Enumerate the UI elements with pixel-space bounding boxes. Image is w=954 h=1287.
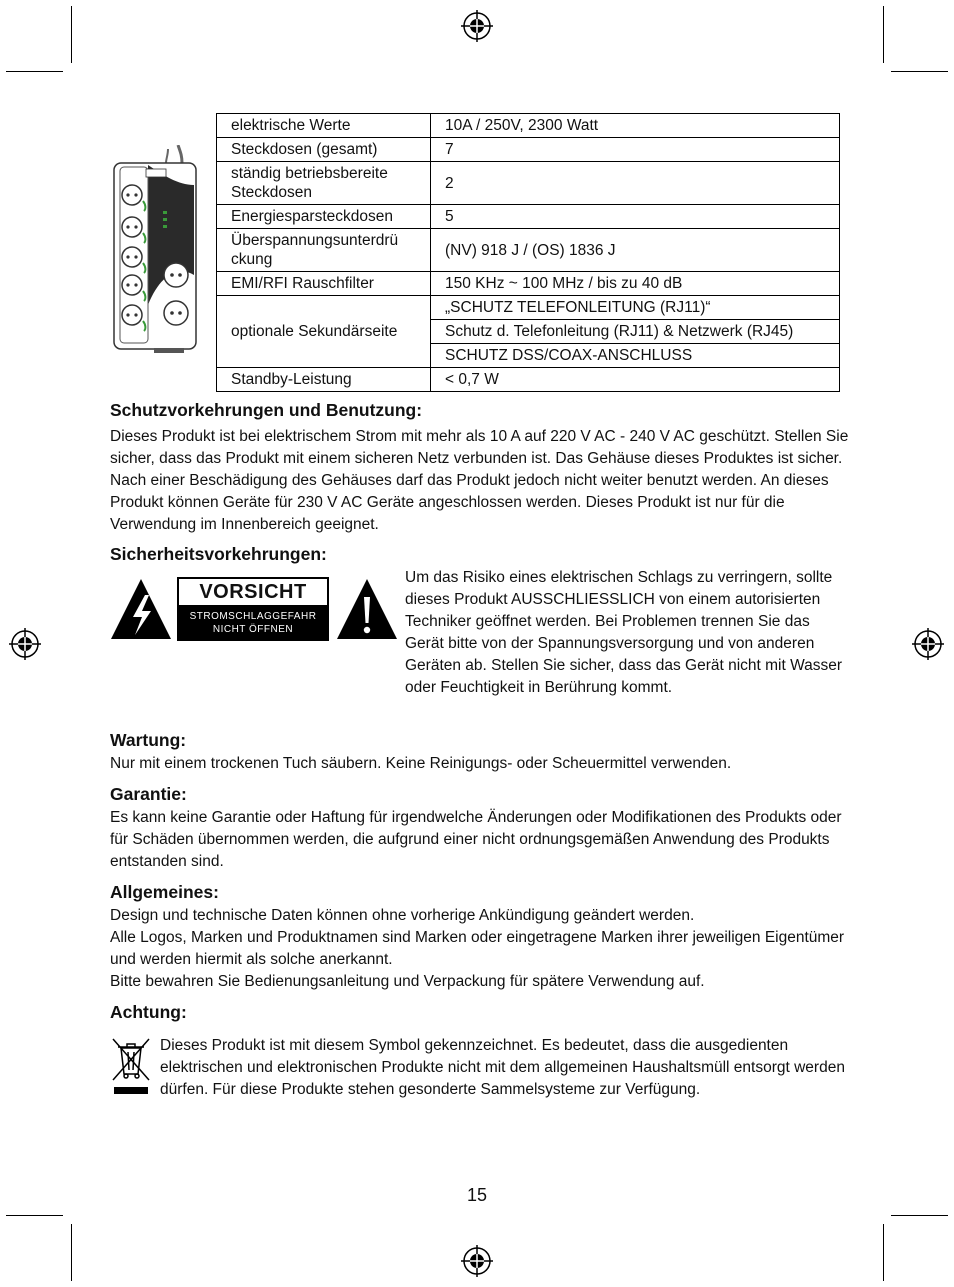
registration-mark-icon	[9, 628, 41, 660]
crop-mark	[883, 1224, 884, 1281]
warning-label-line: NICHT ÖFFNEN	[212, 624, 294, 635]
spec-value: Schutz d. Telefonleitung (RJ11) & Netzwerk (RJ45)	[431, 320, 840, 344]
section-heading: Allgemeines:	[110, 882, 219, 902]
section-heading: Garantie:	[110, 784, 187, 804]
crop-mark	[6, 71, 63, 72]
registration-mark-icon	[461, 1245, 493, 1277]
registration-mark-icon	[912, 628, 944, 660]
crop-mark	[6, 1215, 63, 1216]
table-row	[217, 272, 840, 296]
vorsicht-warning-label	[177, 577, 329, 641]
crop-mark	[71, 1224, 72, 1281]
crop-mark	[891, 71, 948, 72]
spec-label: optionale Sekundärseite	[217, 296, 431, 368]
table-row	[217, 162, 840, 205]
electric-shock-warning-icon	[109, 577, 173, 641]
table-row	[217, 205, 840, 229]
spec-label: Standby-Leistung	[217, 368, 431, 392]
specifications-table	[216, 113, 840, 392]
weee-bin-icon	[110, 1036, 152, 1096]
table-row	[217, 229, 840, 272]
crop-mark	[883, 6, 884, 63]
section-text: Dieses Produkt ist bei elektrischem Strom mit mehr als 10 A auf 220 V AC - 240 V AC geschützt. Stellen Sie sicher, dass das Produkt mit einem sicheren Netz verbunden ist. Das Gehäuse dieses Produktes ist sicher. Nach einer Beschädigung des Gehäuses darf das Produkt jedoch nicht weiter benutzt werden. An dieses Produkt können Geräte für 230 V AC Geräte angeschlossen werden. Dieses Produkt ist nur für die Verwendung im Innenbereich geeignet.	[110, 428, 849, 533]
warning-label-title: VORSICHT	[179, 579, 327, 605]
spec-value: < 0,7 W	[431, 368, 840, 392]
spec-value: 150 KHz ~ 100 MHz / bis zu 40 dB	[431, 272, 840, 296]
spec-label: Überspannungsunterdrü ckung	[217, 229, 431, 272]
section-text: Alle Logos, Marken und Produktnamen sind Marken oder eingetragene Marken ihrer jeweiligen Eigentümer und werden hiermit als solche anerkannt.	[110, 929, 845, 968]
spec-value: 10A / 250V, 2300 Watt	[431, 114, 840, 138]
section-heading: Achtung:	[110, 1002, 187, 1022]
spec-value: (NV) 918 J / (OS) 1836 J	[431, 229, 840, 272]
spec-value: SCHUTZ DSS/COAX-ANSCHLUSS	[431, 344, 840, 368]
spec-value: „SCHUTZ TELEFONLEITUNG (RJ11)“	[431, 296, 840, 320]
spec-label: Steckdosen (gesamt)	[217, 138, 431, 162]
section-text: Dieses Produkt ist mit diesem Symbol gekennzeichnet. Es bedeutet, dass die ausgedienten elektrischen und elektronischen Produkte nicht mit dem allgemeinen Haushaltsmüll entsorgt werden dürfen. Für diese Produkte stehen gesonderte Sammelsysteme zur Verfügung.	[160, 1037, 845, 1098]
section-text: Nur mit einem trockenen Tuch säubern. Keine Reinigungs- oder Scheuermittel verwenden.	[110, 755, 732, 772]
registration-mark-icon	[461, 10, 493, 42]
spec-label: EMI/RFI Rauschfilter	[217, 272, 431, 296]
warning-label-text	[179, 605, 327, 636]
section-heading: Wartung:	[110, 730, 187, 750]
table-row	[217, 114, 840, 138]
spec-label: elektrische Werte	[217, 114, 431, 138]
spec-label: ständig betriebsbereite Steckdosen	[217, 162, 431, 205]
section-text: Design und technische Daten können ohne vorherige Ankündigung geändert werden.	[110, 907, 695, 924]
table-row	[217, 138, 840, 162]
spec-value: 2	[431, 162, 840, 205]
spec-label: Energiesparsteckdosen	[217, 205, 431, 229]
exclamation-warning-icon	[336, 577, 398, 641]
crop-mark	[891, 1215, 948, 1216]
spec-value: 5	[431, 205, 840, 229]
table-row	[217, 368, 840, 392]
section-text: Um das Risiko eines elektrischen Schlags zu verringern, sollte dieses Produkt AUSSCHLIESSLICH von einem autorisierten Techniker geöffnet werden. Bei Problemen trennen Sie das Gerät bitte von der Spannungsversorgung und von anderen Geräten ab. Stellen Sie sicher, dass das Gerät nicht mit Wasser oder Feuchtigkeit in Berührung kommt.	[405, 569, 843, 696]
power-strip-image	[108, 145, 204, 355]
table-row	[217, 296, 840, 320]
section-heading: Schutzvorkehrungen und Benutzung:	[110, 400, 423, 420]
section-text: Bitte bewahren Sie Bedienungsanleitung und Verpackung für spätere Verwendung auf.	[110, 973, 705, 990]
warning-label-line: STROMSCHLAGGEFAHR	[189, 611, 317, 622]
section-heading: Sicherheitsvorkehrungen:	[110, 544, 327, 564]
spec-value: 7	[431, 138, 840, 162]
crop-mark	[71, 6, 72, 63]
section-text: Es kann keine Garantie oder Haftung für irgendwelche Änderungen oder Modifikationen des Produkts oder für Schäden übernommen werden, die aufgrund einer nicht ordnungsgemäßen Anwendung des Produkts entstanden sind.	[110, 809, 842, 870]
page-number: 15	[466, 1185, 488, 1205]
